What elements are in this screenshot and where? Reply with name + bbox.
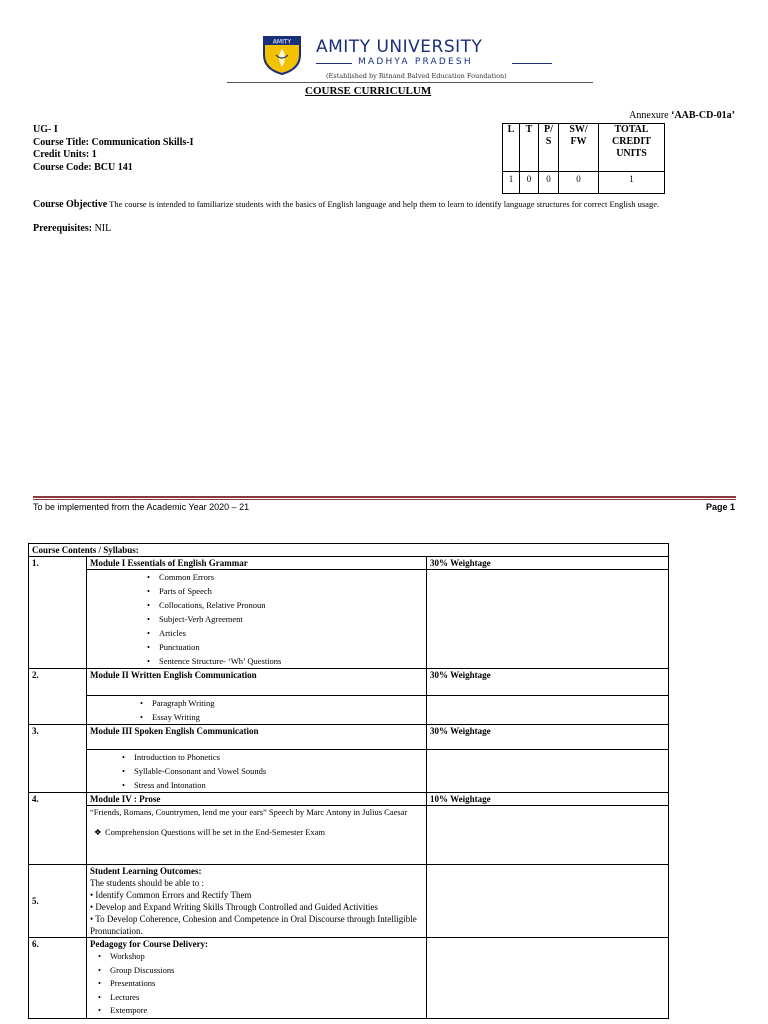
prose-text: “Friends, Romans, Countrymen, lend me your ears” Speech by Marc Antony in Julius Caesar — [90, 807, 408, 817]
table-row — [29, 725, 669, 750]
table-row — [29, 938, 669, 1019]
empty-cell — [427, 570, 669, 669]
credits-header-swfw: SW/ FW — [559, 124, 599, 172]
course-credit-units: Credit Units: 1 — [33, 149, 97, 160]
course-objective — [33, 199, 738, 210]
university-logo — [262, 33, 562, 83]
table-row — [29, 793, 669, 806]
module-title: Module I Essentials of English Grammar — [87, 557, 427, 570]
module-number: 4. — [29, 793, 87, 865]
list-item: • Paragraph Writing — [140, 696, 423, 710]
module-topics — [87, 570, 427, 669]
list-item: • Identify Common Errors and Rectify Them — [90, 890, 252, 900]
credits-header-l: L — [503, 124, 520, 172]
learning-outcomes-intro: The students should be able to : — [90, 878, 204, 888]
credits-table — [502, 123, 665, 194]
established-line: (Established by Ritnand Balved Education Foundation) — [326, 72, 507, 80]
learning-outcomes-title: Student Learning Outcomes: — [90, 866, 202, 876]
list-item: • Collocations, Relative Pronoun — [147, 598, 423, 612]
prerequisites-label: Prerequisites: — [33, 223, 93, 234]
syllabus-heading: Course Contents / Syllabus: — [29, 544, 669, 557]
footer-rule — [33, 496, 736, 498]
empty-cell — [427, 750, 669, 793]
objective-text: The course is intended to familiarize students with the basics of English language and help them to learn to identify language structures for correct English usage. — [107, 199, 660, 209]
list-item: • Essay Writing — [140, 710, 423, 724]
module-title: Module IV : Prose — [87, 793, 427, 806]
pedagogy — [87, 938, 427, 1019]
list-item: • To Develop Coherence, Cohesion and Competence in Oral Discourse through Intelligible Pronunciation. — [90, 914, 417, 936]
footer-academic-year: To be implemented from the Academic Year 2020 – 21 — [33, 502, 250, 512]
credits-header-row — [503, 124, 665, 172]
module-topics — [87, 696, 427, 725]
credits-value-t: 0 — [520, 172, 539, 194]
list-item: • Articles — [147, 626, 423, 640]
university-shield-icon — [262, 33, 302, 75]
empty-cell — [427, 806, 669, 865]
table-row — [29, 544, 669, 557]
credits-value-swfw: 0 — [559, 172, 599, 194]
list-item: • Develop and Expand Writing Skills Through Controlled and Guided Activities — [90, 902, 378, 912]
diamond-bullet-icon: ❖ — [94, 827, 102, 837]
course-title: Course Title: Communication Skills-I — [33, 136, 194, 148]
footer-rule — [33, 499, 736, 500]
module-weightage: 10% Weightage — [427, 793, 669, 806]
list-item: • Common Errors — [147, 570, 423, 584]
empty-cell — [427, 938, 669, 1019]
pedagogy-title: Pedagogy for Course Delivery: — [90, 939, 209, 949]
table-row — [29, 570, 669, 669]
list-item: • Subject-Verb Agreement — [147, 612, 423, 626]
credits-header-t: T — [520, 124, 539, 172]
prose-note — [90, 826, 423, 838]
annexure-label — [629, 110, 735, 121]
module-title: Module III Spoken English Communication — [87, 725, 427, 750]
list-item: • Workshop — [98, 950, 423, 964]
prerequisites-value: NIL — [92, 223, 112, 234]
module-weightage: 30% Weightage — [427, 669, 669, 696]
list-item: • Syllable-Consonant and Vowel Sounds — [122, 764, 423, 778]
module-weightage: 30% Weightage — [427, 557, 669, 570]
table-row — [29, 669, 669, 696]
table-row — [29, 557, 669, 570]
empty-cell — [427, 696, 669, 725]
logo-text: AMITY — [272, 38, 292, 46]
row-number: 5. — [29, 865, 87, 938]
table-row — [29, 865, 669, 938]
list-item: • Punctuation — [147, 640, 423, 654]
credits-header-ps: P/ S — [539, 124, 559, 172]
row-number: 6. — [29, 938, 87, 1019]
logo-divider — [512, 63, 552, 64]
course-info — [33, 124, 193, 174]
list-item: • Presentations — [98, 977, 423, 991]
module-number: 2. — [29, 669, 87, 725]
logo-divider — [316, 63, 352, 64]
university-name: AMITY UNIVERSITY — [316, 37, 483, 57]
objective-label: Course Objective — [33, 199, 108, 210]
header-rule — [227, 82, 593, 83]
module-number: 3. — [29, 725, 87, 793]
document-title: COURSE CURRICULUM — [305, 85, 432, 97]
table-row — [29, 750, 669, 793]
annexure-prefix: Annexure — [629, 110, 672, 121]
annexure-code: ‘AAB-CD-01a’ — [671, 110, 735, 121]
page-number: Page 1 — [705, 502, 735, 512]
list-item: • Group Discussions — [98, 964, 423, 978]
credits-value-row — [503, 172, 665, 194]
list-item: • Extempore — [98, 1004, 423, 1018]
list-item: • Introduction to Phonetics — [122, 750, 423, 764]
prerequisites — [33, 223, 111, 234]
credits-value-l: 1 — [503, 172, 520, 194]
campus-name: MADHYA PRADESH — [358, 57, 473, 67]
credits-value-total: 1 — [599, 172, 665, 194]
course-code: Course Code: BCU 141 — [33, 161, 133, 173]
table-row — [29, 806, 669, 865]
empty-cell — [427, 865, 669, 938]
list-item: • Lectures — [98, 991, 423, 1005]
module-number: 1. — [29, 557, 87, 669]
list-item: • Parts of Speech — [147, 584, 423, 598]
learning-outcomes — [87, 865, 427, 938]
module-weightage: 30% Weightage — [427, 725, 669, 750]
module-content — [87, 806, 427, 865]
module-title: Module II Written English Communication — [87, 669, 427, 696]
credits-header-total: TOTAL CREDIT UNITS — [599, 124, 665, 172]
table-row — [29, 696, 669, 725]
list-item: • Stress and Intonation — [122, 778, 423, 792]
module-topics — [87, 750, 427, 793]
list-item: • Sentence Structure- ‘Wh’ Questions — [147, 654, 423, 668]
prose-note-text: Comprehension Questions will be set in the End-Semester Exam — [105, 827, 326, 837]
credits-value-ps: 0 — [539, 172, 559, 194]
course-level: UG- I — [33, 124, 58, 135]
syllabus-table — [28, 543, 669, 1019]
